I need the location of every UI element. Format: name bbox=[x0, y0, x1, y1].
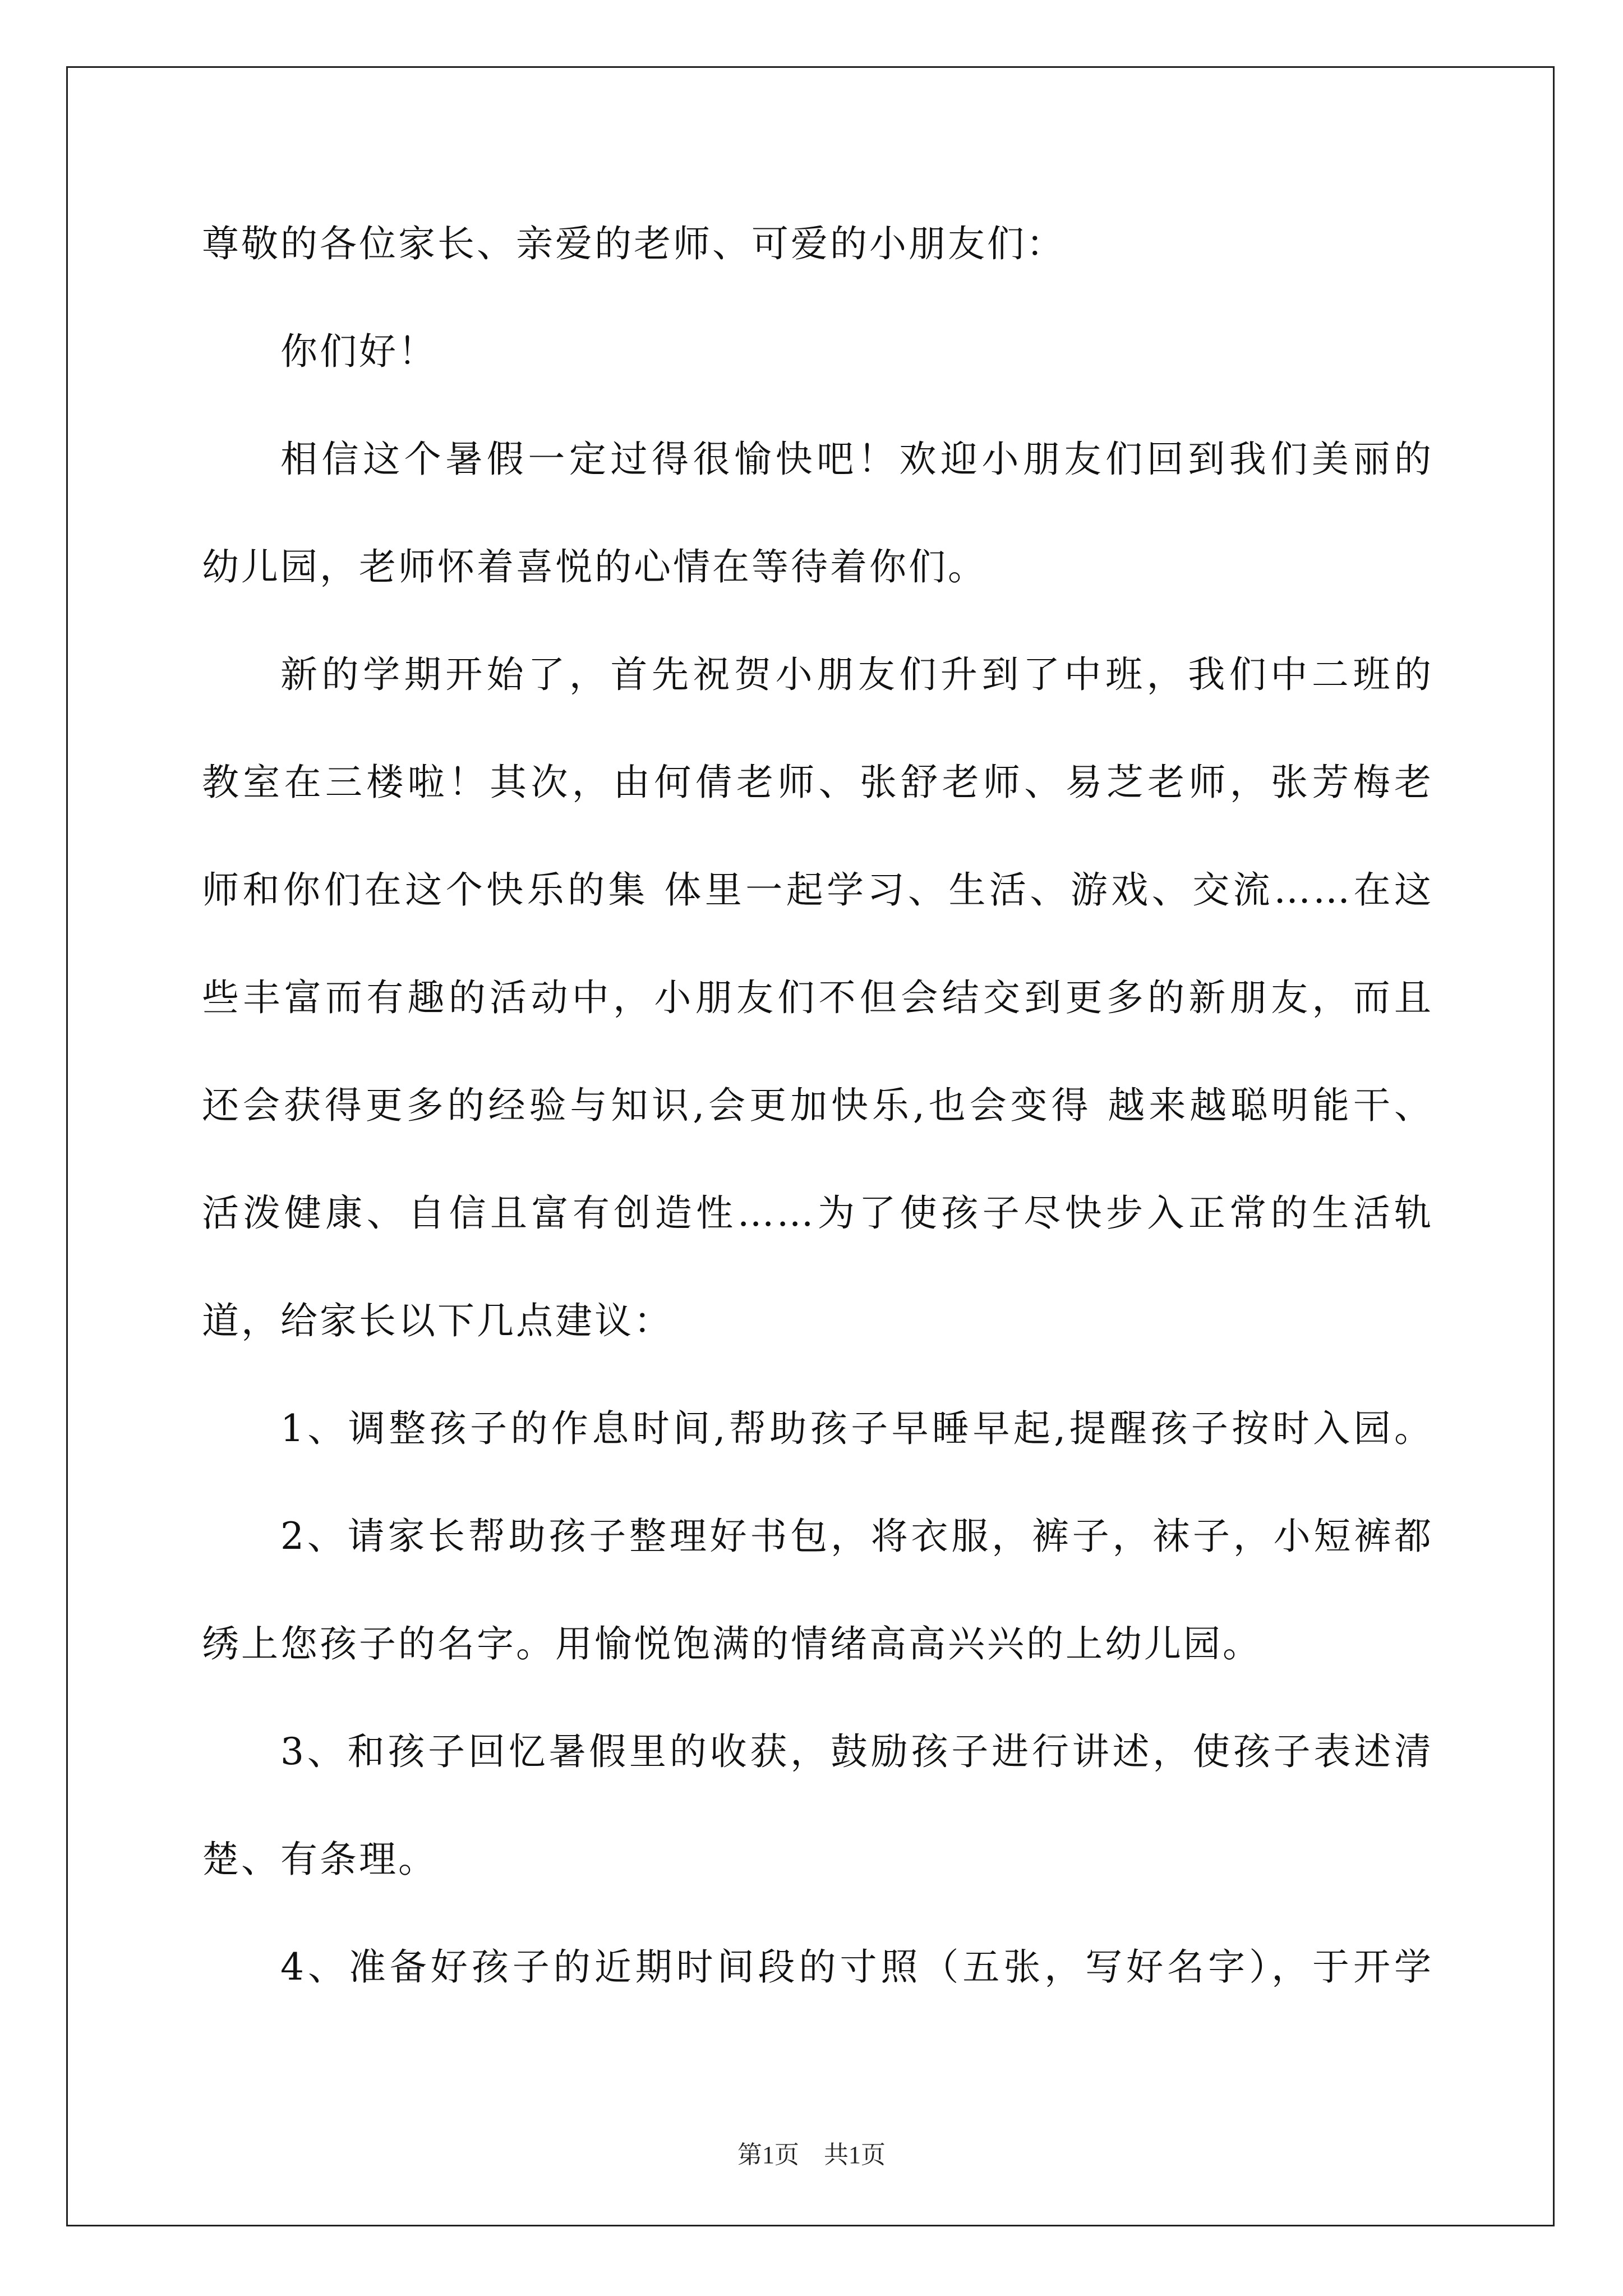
list-item-4: 4、准备好孩子的近期时间段的寸照（五张，写好名字），于开学 bbox=[280, 1945, 1433, 1989]
list-item-2-cont: 绣上您孩子的名字。用愉悦饱满的情绪高高兴兴的上幼儿园。 bbox=[202, 1622, 1262, 1665]
list-item-2: 2、请家长帮助孩子整理好书包，将衣服，裤子，袜子，小短裤都 bbox=[280, 1515, 1433, 1558]
list-item-3-cont: 楚、有条理。 bbox=[202, 1838, 437, 1881]
page-border bbox=[66, 66, 1555, 2226]
paragraph-line: 新的学期开始了，首先祝贺小朋友们升到了中班，我们中二班的 bbox=[280, 653, 1433, 696]
page-number-footer: 第1页 共1页 bbox=[737, 2141, 886, 2169]
list-item-1: 1、调整孩子的作息时间,帮助孩子早睡早起,提醒孩子按时入园。 bbox=[280, 1407, 1433, 1450]
paragraph-line: 活泼健康、自信且富有创造性……为了使孩子尽快步入正常的生活轨 bbox=[202, 1191, 1433, 1235]
paragraph-line: 道，给家长以下几点建议： bbox=[202, 1299, 673, 1342]
paragraph-line: 师和你们在这个快乐的集 体里一起学习、生活、游戏、交流……在这 bbox=[202, 868, 1433, 912]
paragraph-line: 幼儿园，老师怀着喜悦的心情在等待着你们。 bbox=[202, 545, 987, 588]
paragraph-line: 教室在三楼啦！其次，由何倩老师、张舒老师、易芝老师，张芳梅老 bbox=[202, 761, 1433, 804]
paragraph-line: 些丰富而有趣的活动中，小朋友们不但会结交到更多的新朋友，而且 bbox=[202, 976, 1433, 1019]
greeting: 你们好！ bbox=[280, 330, 437, 373]
salutation: 尊敬的各位家长、亲爱的老师、可爱的小朋友们： bbox=[202, 222, 1066, 265]
list-item-3: 3、和孩子回忆暑假里的收获，鼓励孩子进行讲述，使孩子表述清 bbox=[280, 1730, 1433, 1773]
paragraph-line: 还会获得更多的经验与知识,会更加快乐,也会变得 越来越聪明能干、 bbox=[202, 1084, 1433, 1127]
paragraph-line: 相信这个暑假一定过得很愉快吧！欢迎小朋友们回到我们美丽的 bbox=[280, 438, 1433, 481]
